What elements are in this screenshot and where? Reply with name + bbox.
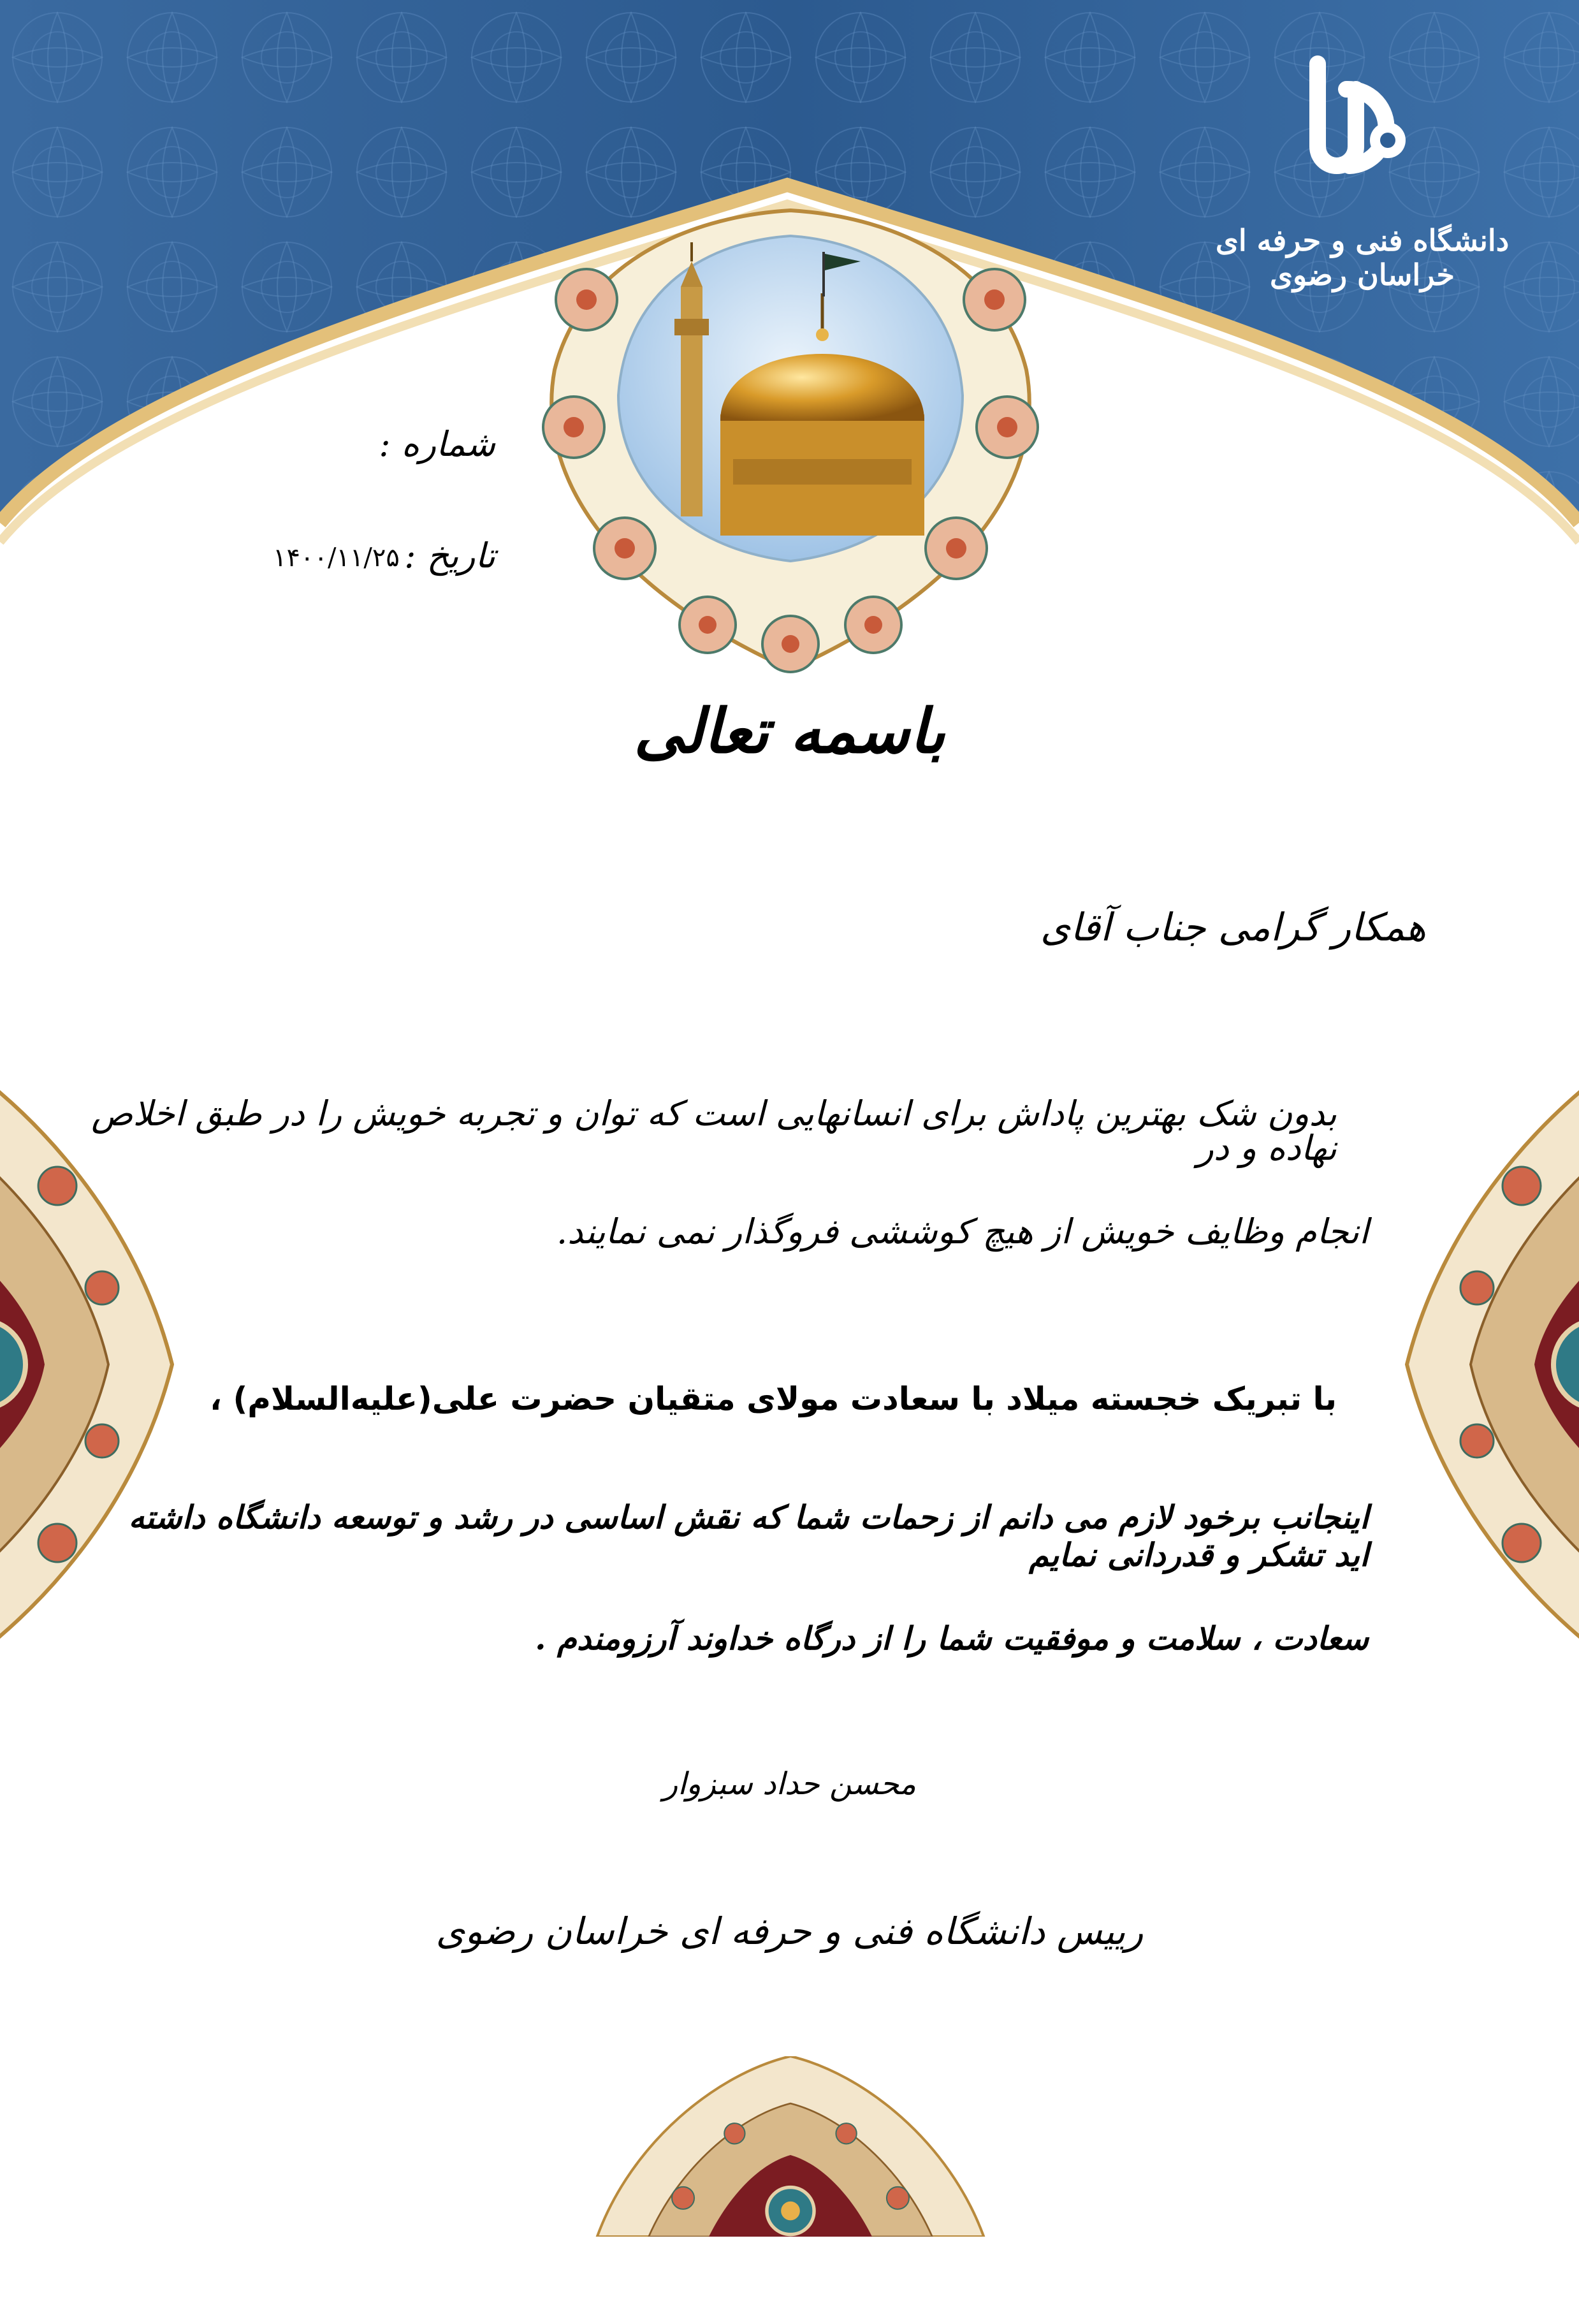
body-p2-line3: سعادت ، سلامت و موفقیت شما را از درگاه خداوند آرزومندم . bbox=[535, 1619, 1369, 1657]
body-p2-line1: با تبریک خجسته میلاد با سعادت مولای متقیان حضرت علی(علیه‌السلام) ، bbox=[210, 1380, 1337, 1417]
body-p1-line1: بدون شک بهترین پاداش برای انسانهایی است که توان و تجربه خویش را در طبق اخلاص نهاده و در bbox=[91, 1093, 1337, 1168]
imam-reza-shrine-image bbox=[516, 204, 1065, 676]
bismillah-heading: باسمه تعالی bbox=[634, 695, 945, 767]
university-logo-icon bbox=[1292, 51, 1445, 204]
signatory-name: محسن حداد سبزوار bbox=[662, 1766, 917, 1802]
date-label: تاریخ : bbox=[404, 536, 495, 576]
floral-ornament-icon bbox=[1388, 1020, 1579, 1709]
university-name: دانشگاه فنی و حرفه ای خراسان رضوی bbox=[1215, 223, 1510, 292]
body-p1-line2: انجام وظایف خویش از هیچ کوششی فروگذار نمی نمایند. bbox=[556, 1211, 1369, 1252]
floral-ornament-icon bbox=[504, 2056, 1077, 2324]
floral-ornament-icon bbox=[0, 1020, 191, 1709]
number-label: شماره : bbox=[379, 424, 495, 464]
salutation: همکار گرامی جناب آقای bbox=[1040, 905, 1426, 950]
signatory-title: رییس دانشگاه فنی و حرفه ای خراسان رضوی bbox=[435, 1910, 1144, 1953]
date-value: ۱۴۰۰/۱۱/۲۵ bbox=[273, 543, 400, 573]
body-p2-line2: اینجانب برخود لازم می دانم از زحمات شما که نقش اساسی در رشد و توسعه دانشگاه داشته اید تشکر و قدردانی نمایم bbox=[128, 1498, 1369, 1574]
